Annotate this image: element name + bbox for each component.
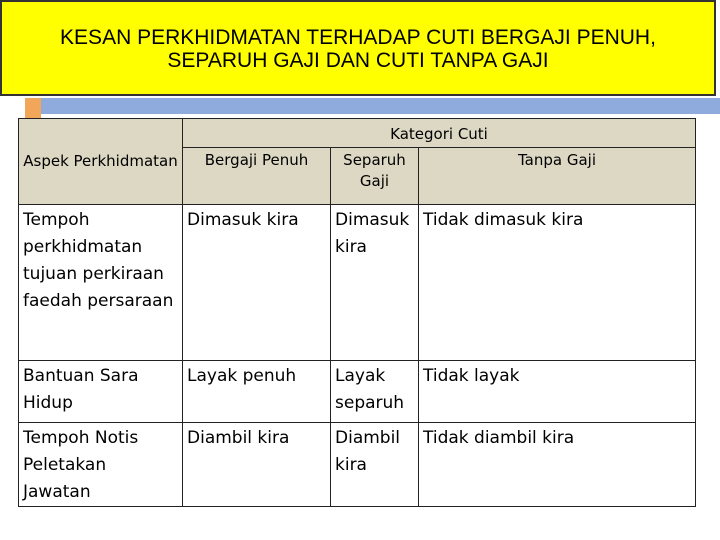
cell-bergaji-penuh: Dimasuk kira	[183, 205, 331, 361]
slide-title-box	[0, 0, 716, 96]
cell-separuh-gaji: Diambil kira	[331, 423, 419, 507]
cell-tanpa-gaji: Tidak dimasuk kira	[419, 205, 696, 361]
table-row	[19, 361, 696, 423]
cell-separuh-gaji: Layak separuh	[331, 361, 419, 423]
cell-separuh-gaji: Dimasuk kira	[331, 205, 419, 361]
accent-bar-orange	[25, 98, 41, 120]
header-separuh-gaji: Separuh Gaji	[331, 148, 419, 205]
row-aspect: Tempoh perkhidmatan tujuan perkiraan faedah persaraan	[19, 205, 183, 361]
cell-tanpa-gaji: Tidak layak	[419, 361, 696, 423]
table-row	[19, 423, 696, 507]
row-aspect: Bantuan Sara Hidup	[19, 361, 183, 423]
header-kategori-cuti: Kategori Cuti	[183, 119, 696, 148]
slide-title: KESAN PERKHIDMATAN TERHADAP CUTI BERGAJI PENUH, SEPARUH GAJI DAN CUTI TANPA GAJI	[60, 26, 656, 72]
header-tanpa-gaji: Tanpa Gaji	[419, 148, 696, 205]
cell-bergaji-penuh: Diambil kira	[183, 423, 331, 507]
accent-bar-blue	[41, 98, 720, 114]
cell-bergaji-penuh: Layak penuh	[183, 361, 331, 423]
cell-tanpa-gaji: Tidak diambil kira	[419, 423, 696, 507]
table-row	[19, 205, 696, 361]
row-aspect: Tempoh Notis Peletakan Jawatan	[19, 423, 183, 507]
header-aspek-perkhidmatan: Aspek Perkhidmatan	[19, 119, 183, 205]
header-bergaji-penuh: Bergaji Penuh	[183, 148, 331, 205]
leave-impact-table	[18, 118, 696, 507]
